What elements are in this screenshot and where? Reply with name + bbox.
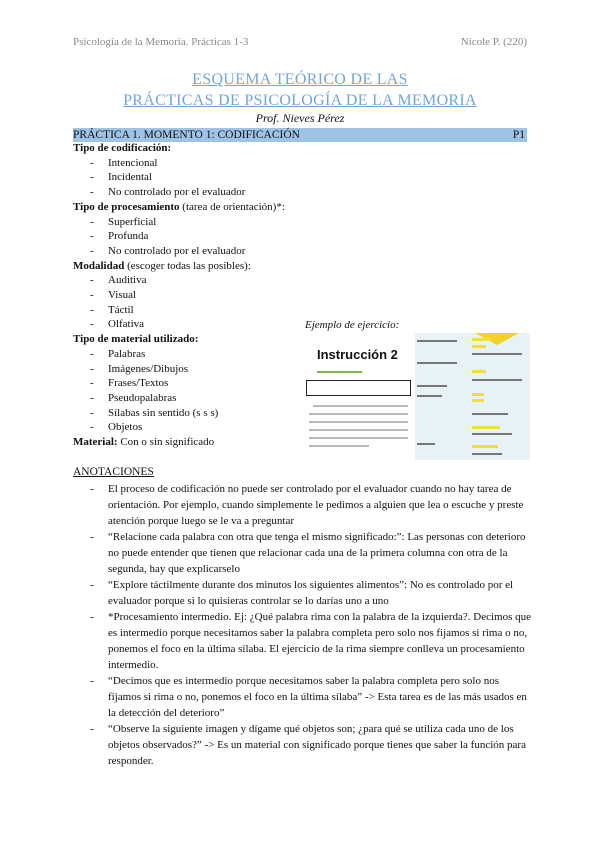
text-line <box>309 413 408 415</box>
list-item: - Visual <box>73 288 533 303</box>
image-heading: Instrucción 2 <box>317 347 398 362</box>
text-line <box>309 429 408 431</box>
note-item: - “Explore táctilmente durante dos minutos los siguientes alimentos”: No es controlado por el evaluador porque si lo quisieras controlar se lo darías uno a uno <box>73 577 533 609</box>
title-line-2: PRÁCTICAS DE PSICOLOGÍA DE LA MEMORIA <box>123 92 477 109</box>
material-tipo-label: Tipo de material utilizado: <box>73 333 199 346</box>
list-item: - Superficial <box>73 215 533 230</box>
section-band <box>73 128 527 142</box>
section-tag: P1 <box>512 129 525 141</box>
note-item: - “Relacione cada palabra con otra que tenga el mismo significado:”: Las personas con deterioro no puede entender que tienen que relacionar cada una de la primera columna con otra de la segunda, hay que explicarselo <box>73 529 533 577</box>
note-item: - “Decimos que es intermedio porque necesitamos saber la palabra completa pero solo nos fijamos si rima o no, ponemos el foco en la última sílaba” -> Esta tarea es de las más usados en la detección del deterioro” <box>73 673 533 721</box>
example-label: Ejemplo de ejercicio: <box>305 319 400 331</box>
header-left: Psicología de la Memoria. Prácticas 1-3 <box>73 36 249 48</box>
text-line <box>309 445 369 447</box>
material-value: Con o sin significado <box>117 436 215 449</box>
codificacion-label: Tipo de codificación: <box>73 142 172 154</box>
header-right: Nicole P. (220) <box>460 36 527 48</box>
green-rule <box>317 371 362 373</box>
list-item: - Pseudopalabras <box>73 391 533 406</box>
procesamiento-label: Tipo de procesamiento <box>73 200 180 213</box>
list-item: - Objetos <box>73 420 533 435</box>
procesamiento-suffix: (tarea de orientación)*: <box>179 200 285 213</box>
modalidad-label: Modalidad <box>73 259 125 272</box>
answer-table <box>415 333 530 460</box>
instruction-box <box>306 380 411 396</box>
material-label: Material: <box>73 436 118 449</box>
modalidad-suffix: (escoger todas las posibles): <box>124 259 251 272</box>
annotations-heading: ANOTACIONES <box>73 466 154 478</box>
list-item: - No controlado por el evaluador <box>73 185 533 200</box>
list-item: - Olfativa <box>73 317 533 332</box>
list-item: - Imágenes/Dibujos <box>73 362 533 377</box>
author: Prof. Nieves Pérez <box>255 111 345 125</box>
note-item: - *Procesamiento intermedio. Ej: ¿Qué palabra rima con la palabra de la izquierda?. Decimos que es intermedio porque necesitamos saber la palabra completa pero solo nos fijamos si rima o no, ponemos el foco en la última sílaba. El ejercicio de la rima siempre conlleva un procesamiento intermedio. <box>73 609 533 673</box>
list-item: - Profunda <box>73 229 533 244</box>
list-item: - Palabras <box>73 347 533 362</box>
section-title: PRÁCTICA 1. MOMENTO 1: CODIFICACIÓN <box>73 129 300 141</box>
example-image <box>303 333 530 460</box>
text-line <box>309 437 408 439</box>
list-item: - No controlado por el evaluador <box>73 244 533 259</box>
list-item: - Táctil <box>73 303 533 318</box>
list-item: - Intencional <box>73 156 533 171</box>
list-item: - Incidental <box>73 170 533 185</box>
list-item: - Auditiva <box>73 273 533 288</box>
title-line-1: ESQUEMA TEÓRICO DE LAS <box>192 71 408 88</box>
list-item: - Frases/Textos <box>73 376 533 391</box>
annotations <box>73 464 533 769</box>
list-item: - Sílabas sin sentido (s s s) <box>73 406 533 421</box>
note-item: - “Observe la siguiente imagen y dígame qué objetos son; ¿para qué se utiliza cada uno de los objetos observados?” -> Es un material con significado porque tienes que saber la función para responder. <box>73 721 533 769</box>
note-item: - El proceso de codificación no puede ser controlado por el evaluador cuando no hay tarea de orientación. Por ejemplo, cuando simplemente le pedimos a alguien que lea o escuche y preste atención porque luego se le va a preguntar <box>73 481 533 529</box>
text-line <box>313 405 408 407</box>
text-line <box>309 421 408 423</box>
